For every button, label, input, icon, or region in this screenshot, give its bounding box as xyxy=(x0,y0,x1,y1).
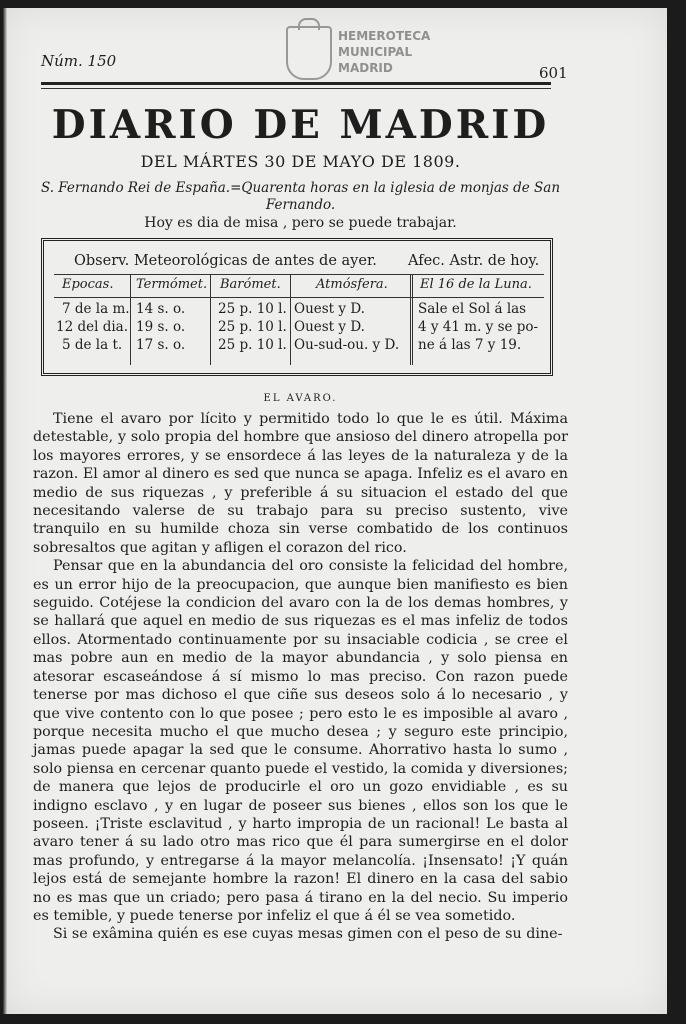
row1-atmos: Ouest y D. xyxy=(294,301,365,317)
saint-of-the-day: S. Fernando Rei de España.=Quarenta horas en la iglesia de monjas de San Fernando. xyxy=(40,180,561,213)
row3-termo: 17 s. o. xyxy=(136,337,186,353)
weather-table xyxy=(41,238,553,376)
mass-notice: Hoy es dia de misa , pero se puede trabajar. xyxy=(144,215,457,231)
row3-epoca: 5 de la t. xyxy=(62,337,123,353)
weather-right-heading: Afec. Astr. de hoy. xyxy=(408,253,540,269)
row1-epoca: 7 de la m. xyxy=(62,301,130,317)
col-luna: El 16 de la Luna. xyxy=(420,277,532,292)
astro-line-1: Sale el Sol á las xyxy=(418,301,527,317)
header-rule-thin xyxy=(41,88,551,89)
weather-header-rule xyxy=(54,274,544,275)
astro-line-3: ne á las 7 y 19. xyxy=(418,337,522,353)
divider xyxy=(410,275,413,365)
divider xyxy=(290,275,291,365)
col-atmosfera: Atmósfera. xyxy=(316,277,388,292)
row1-baro: 25 p. 10 l. xyxy=(218,301,287,317)
dateline: DEL MÁRTES 30 DE MAYO DE 1809. xyxy=(140,152,461,171)
header-rule xyxy=(41,82,551,85)
crest-icon xyxy=(286,26,332,80)
article-title: EL AVARO. xyxy=(263,393,338,404)
row2-epoca: 12 del dia. xyxy=(56,319,129,335)
page-edge-shadow xyxy=(3,8,7,1014)
library-stamp xyxy=(286,22,461,82)
paragraph: Pensar que en la abundancia del oro consiste la felicidad del hombre, es un error hijo de la preocupacion, que aunque bien manifiesto es bien seguido. Cotéjese la condicion del avaro con la de los demas hombres, y se hallará que aquel en medio de sus riquezas es el mas infeliz de todos ellos. Atormentado continuamente por su insaciable codicia , se cree el mas pobre aun en medio de la mayor abundancia , y solo piensa en atesorar escaseándose á sí mismo lo mas preciso. Con razon puede tenerse por mas dichoso el que ciñe sus deseos solo á lo necesario , y que vive contento con lo que posee ; pero esto le es imposible al avaro , porque necesita mucho el que mucho desea ; y seguro este principio, jamas puede apagar la sed que le consume. Ahorrativo hasta lo sumo , solo piensa en cercenar quanto puede el vestido, la comida y diversiones; de manera que lejos de producirle el oro un gozo envidiable , es su indigno esclavo , y en lugar de poseer sus bienes , ellos son los que le poseen. ¡Triste esclavitud , y harto impropia de un racional! Le basta al avaro tener á su lado otro mas rico que él para sumergirse en el dolor mas profundo, y entregarse á la mayor melancolía. ¡Insensato! ¡Y quán lejos está de semejante hombre la razon! El dinero en la casa del sabio no es mas que un criado; pero pasa á tirano en la del necio. Su imperio es temible, y puede tenerse por infeliz el que á él se vea sometido. xyxy=(33,558,568,924)
row3-baro: 25 p. 10 l. xyxy=(218,337,287,353)
paragraph: Tiene el avaro por lícito y permitido todo lo que le es útil. Máxima detestable, y solo propia del hombre que ansioso del dinero atropella por los mayores errores, y se ensordece á las leyes de la naturaleza y de la razon. El amor al dinero es sed que nunca se apaga. Infeliz es el avaro en medio de sus riquezas , y preferible á su situacion el estado del que necesitando valerse de su trabajo para su preciso sustento, vive tranquilo en su humilde choza sin verse combatido de los continuos sobresaltos que agitan y afligen el corazon del rico. xyxy=(33,411,568,556)
col-epocas: Epocas. xyxy=(62,277,114,292)
astro-line-2: 4 y 41 m. y se po- xyxy=(418,319,539,335)
col-termometro: Termómet. xyxy=(136,277,208,292)
row2-atmos: Ouest y D. xyxy=(294,319,365,335)
col-barometro: Barómet. xyxy=(220,277,281,292)
divider xyxy=(210,275,211,365)
weather-left-heading: Observ. Meteorológicas de antes de ayer. xyxy=(74,253,377,269)
masthead-title: DIARIO DE MADRID xyxy=(51,102,550,148)
newspaper-page xyxy=(3,8,667,1014)
row2-termo: 19 s. o. xyxy=(136,319,186,335)
row1-termo: 14 s. o. xyxy=(136,301,186,317)
issue-number: Núm. 150 xyxy=(41,52,117,70)
article-body xyxy=(33,410,568,944)
stamp-text: HEMEROTECA MUNICIPAL MADRID xyxy=(338,29,431,75)
weather-column-rule xyxy=(54,297,544,298)
page-number: 601 xyxy=(539,64,568,82)
paragraph: Si se exâmina quién es ese cuyas mesas gimen con el peso de su dine- xyxy=(53,926,563,943)
row3-atmos: Ou-sud-ou. y D. xyxy=(294,337,400,353)
divider xyxy=(130,275,131,365)
row2-baro: 25 p. 10 l. xyxy=(218,319,287,335)
